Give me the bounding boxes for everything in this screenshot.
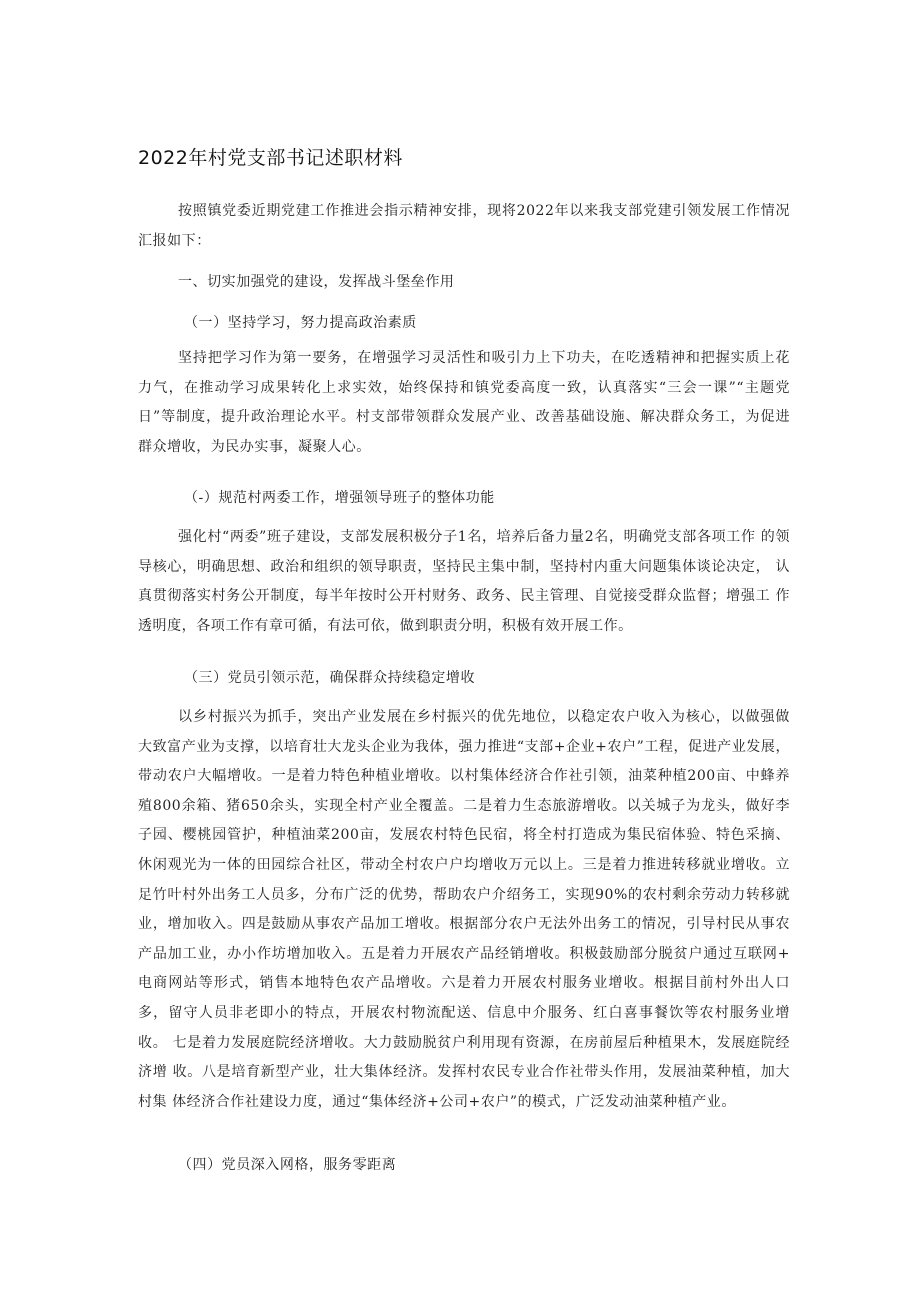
section-1-heading: 一、切实加强党的建设，发挥战斗堡垒作用 (178, 274, 455, 290)
intro-paragraph: 按照镇党委近期党建工作推进会指示精神安排，现将2022年以来我支部党建引领发展工作情况 汇报如下： (138, 203, 790, 249)
subsection-2-heading: （-）规范村两委工作，增强领导班子的整体功能 (184, 490, 495, 506)
subsection-4-heading: （四）党员深入网格，服务零距离 (178, 1157, 397, 1173)
subsection-1-body: 坚持把学习作为第一要务，在增强学习灵活性和吸引力上下功夫，在吃透精神和把握实质上花 力气，在推动学习成果转化上求实效，始终保持和镇党委高度一致，认真落实“三会一课”“主题党 日”等制度，提升政治理论水平。村支部带领群众发展产业、改善基础设施、解决群众务工，为促进 群众增收，为民办实事，凝聚人心。 (138, 350, 790, 455)
subsection-1-heading: （一）坚持学习，努力提高政治素质 (184, 315, 417, 331)
subsection-2-body: 强化村“两委”班子建设，支部发展积极分子1名，培养后备力量2名，明确党支部各项工作 的领导核心，明确思想、政治和组织的领导职责，坚持民主集中制，坚持村内重大问题集体谈论决定， 认真贯彻落实村务公开制度，每半年按时公开村财务、政务、民主管理、自觉接受群众监督；增强工 作透明度，各项工作有章可循，有法可依，做到职责分明，积极有效开展工作。 (138, 529, 790, 634)
subsection-3-body: 以乡村振兴为抓手，突出产业发展在乡村振兴的优先地位，以稳定农户收入为核心，以做强做 大致富产业为支撑，以培育壮大龙头企业为我体，强力推进“支部+企业+农户”工程，促进产业发展， 带动农户大幅增收。一是着力特色种植业增收。以村集体经济合作社引领，油菜种植200亩、中蜂养 殖800余箱、猪650余头，实现全村产业全覆盖。二是着力生态旅游增收。以关城子为龙头，做好李 子园、樱桃园管护，种植油菜200亩，发展农村特色民宿，将全村打造成为集民宿体验、特色采摘、 休闲观光为一体的田园综合社区，带动全村农户户均增收万元以上。三是着力推进转移就业增收。立 足竹叶村外出务工人员多，分布广泛的优势，帮助农户介绍务工，实现90%的农村剩余劳动力转移就 业，增加收入。四是鼓励从事农产品加工增收。根据部分农户无法外出务工的情况，引导村民从事农 产品加工业，办小作坊增加收入。五是着力开展农产品经销增收。积极鼓励部分脱贫户通过互联网+ 电商网站等形式，销售本地特色农产品增收。六是着力开展农村服务业增收。根据目前村外出人口 多，留守人员非老即小的特点，开展农村物流配送、信息中介服务、红白喜事餐饮等农村服务业增收。 七是着力发展庭院经济增收。大力鼓励脱贫户利用现有资源，在房前屋后种植果木，发展庭院经济增 收。八是培育新型产业，壮大集体经济。发挥村农民专业合作社带头作用，发展油菜种植，加大村集 体经济合作社建设力度，通过“集体经济+公司+农户”的模式，广泛发动油菜种植产业。 (138, 709, 790, 1110)
subsection-3-heading: （三）党员引领示范，确保群众持续稳定增收 (184, 670, 475, 686)
document-title: 2022年村党支部书记述职材料 (138, 147, 403, 169)
